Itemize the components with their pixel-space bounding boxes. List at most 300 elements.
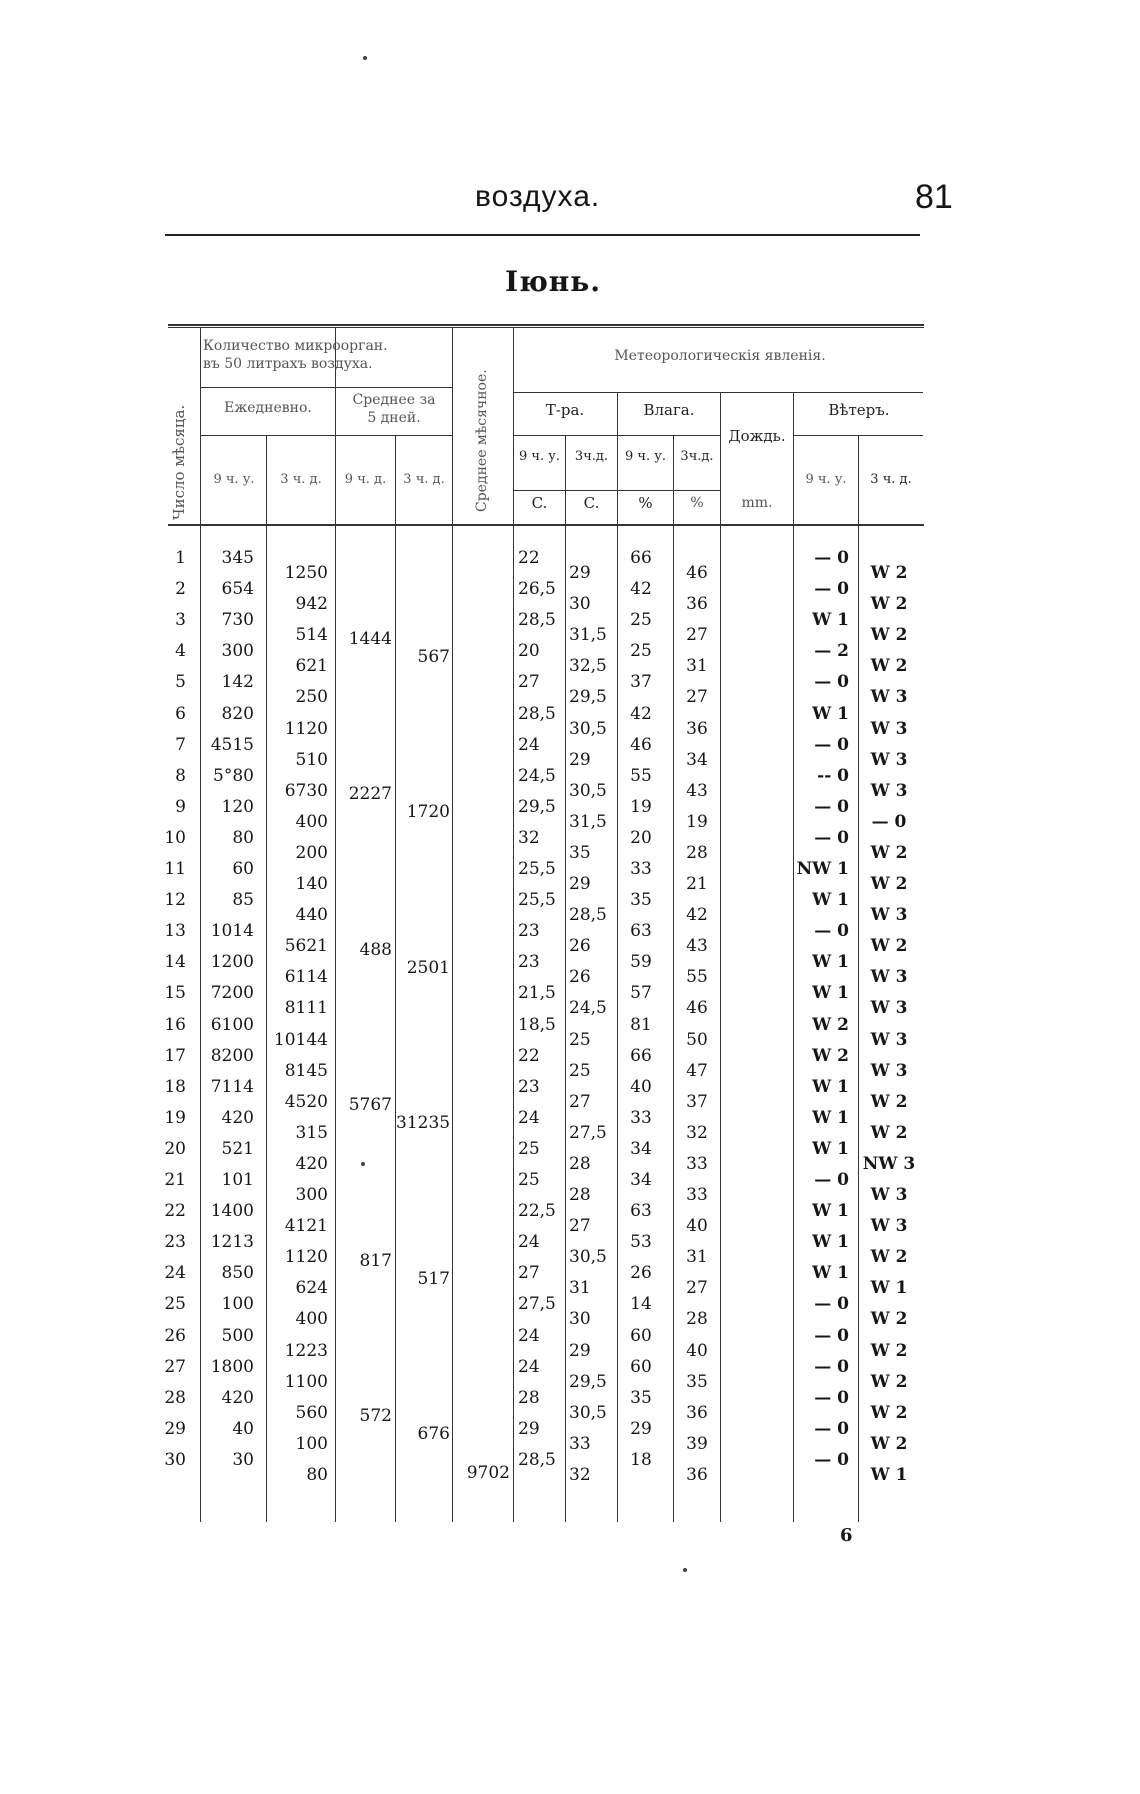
row-temp-9: 23 [518, 1076, 540, 1097]
row-micro-9: 85 [232, 890, 254, 911]
row-temp-9: 24 [518, 734, 540, 755]
row-micro-3: 140 [295, 874, 328, 894]
row-wind-9: — 0 [814, 1387, 849, 1408]
row-day: 13 [164, 921, 186, 942]
row-wind-3: W 2 [870, 1122, 908, 1143]
row-temp-9: 22,5 [518, 1201, 556, 1222]
row-hum-3: 46 [686, 563, 708, 583]
row-micro-9: 500 [221, 1325, 254, 1346]
row-hum-9: 42 [630, 579, 652, 600]
row-hum-9: 53 [630, 1232, 652, 1253]
row-day: 21 [164, 1170, 186, 1190]
row-day: 27 [164, 1356, 186, 1377]
row-wind-3: NW 3 [862, 1153, 916, 1174]
row-hum-9: 33 [630, 1107, 652, 1128]
row-wind-3: — 0 [871, 811, 907, 832]
avg5-9: 488 [359, 939, 392, 960]
row-day: 4 [175, 641, 186, 662]
row-hum-9: 60 [630, 1325, 652, 1346]
row-temp-3: 28,5 [569, 905, 607, 926]
row-hum-3: 36 [686, 1464, 708, 1485]
row-wind-3: W 3 [870, 967, 908, 988]
row-micro-3: 560 [295, 1402, 328, 1423]
row-hum-3: 19 [686, 811, 708, 832]
row-temp-3: 35 [569, 842, 591, 863]
unit-pct-3: % [690, 495, 704, 511]
row-hum-3: 47 [686, 1060, 708, 1081]
row-hum-3: 42 [686, 905, 708, 926]
header-hum-9: 9 ч. у. [624, 449, 667, 464]
row-micro-3: 6730 [284, 780, 328, 801]
avg5-3: 567 [417, 646, 450, 667]
row-hum-3: 37 [686, 1091, 708, 1112]
row-wind-3: W 3 [870, 905, 908, 926]
row-temp-9: 28 [518, 1387, 540, 1408]
row-wind-9: W 1 [812, 1232, 849, 1253]
row-hum-3: 36 [686, 594, 708, 615]
row-micro-3: 100 [295, 1433, 328, 1454]
row-wind-3: W 2 [870, 874, 908, 894]
row-hum-9: 18 [630, 1449, 652, 1470]
header-hum-3: 3ч.д. [680, 449, 714, 464]
row-hum-9: 46 [630, 734, 652, 755]
row-micro-3: 315 [295, 1122, 328, 1143]
row-temp-3: 29 [569, 749, 591, 770]
row-micro-9: 6100 [210, 1014, 254, 1035]
row-micro-9: 80 [232, 827, 254, 848]
row-temp-9: 27,5 [518, 1294, 556, 1315]
row-temp-3: 25 [569, 1029, 591, 1050]
avg5-9: 5767 [348, 1095, 392, 1116]
row-day: 14 [164, 952, 186, 973]
row-temp-3: 27 [569, 1216, 591, 1237]
row-wind-3: W 3 [870, 780, 908, 801]
row-day: 18 [164, 1076, 186, 1097]
row-hum-9: 25 [630, 610, 652, 631]
row-hum-3: 43 [686, 780, 708, 801]
row-micro-9: 820 [221, 703, 254, 724]
row-micro-9: 730 [221, 610, 254, 631]
row-micro-3: 400 [295, 1309, 328, 1330]
row-wind-3: W 2 [870, 1091, 908, 1112]
header-temp: Т-ра. [545, 401, 585, 419]
row-micro-9: 30 [232, 1449, 254, 1470]
row-wind-3: W 2 [870, 1340, 908, 1361]
header-temp-9: 9 ч. у. [518, 449, 561, 464]
stray-dot [361, 1162, 365, 1166]
row-wind-9: W 1 [812, 983, 849, 1004]
row-day: 19 [164, 1107, 186, 1128]
row-wind-9: — 0 [814, 579, 849, 600]
row-day: 28 [164, 1387, 186, 1408]
row-wind-9: — 0 [814, 1449, 849, 1470]
row-wind-3: W 2 [870, 656, 908, 677]
row-wind-3: W 2 [870, 1309, 908, 1330]
row-hum-9: 37 [630, 672, 652, 693]
row-temp-3: 31 [569, 1278, 591, 1299]
header-meteo: Метеорологическія явленія. [614, 348, 826, 364]
row-hum-3: 46 [686, 998, 708, 1019]
row-micro-9: 7114 [210, 1076, 254, 1097]
row-micro-9: 1200 [210, 952, 254, 973]
row-micro-9: 1400 [210, 1201, 254, 1222]
header-daily: Ежедневно. [224, 400, 312, 416]
row-temp-3: 29 [569, 563, 591, 583]
row-hum-9: 34 [630, 1170, 652, 1190]
row-wind-3: W 3 [870, 1029, 908, 1050]
row-wind-9: W 2 [812, 1014, 849, 1035]
row-micro-9: 654 [221, 579, 254, 600]
row-micro-9: 4515 [210, 734, 254, 755]
row-temp-9: 24,5 [518, 765, 556, 786]
row-hum-9: 29 [630, 1418, 652, 1439]
row-temp-9: 24 [518, 1107, 540, 1128]
row-micro-9: 101 [221, 1170, 254, 1190]
row-day: 23 [164, 1232, 186, 1253]
row-micro-9: 5°80 [213, 765, 254, 786]
row-hum-9: 33 [630, 859, 652, 879]
row-wind-9: W 2 [812, 1045, 849, 1066]
row-wind-3: W 2 [870, 1247, 908, 1268]
row-wind-3: W 1 [870, 1464, 908, 1485]
row-hum-3: 39 [686, 1433, 708, 1454]
row-temp-3: 27,5 [569, 1122, 607, 1143]
unit-pct-9: % [638, 494, 653, 512]
row-temp-3: 26 [569, 936, 591, 957]
header-monthly: Среднее мѣсячное. [474, 369, 490, 512]
row-wind-9: — 0 [814, 1170, 849, 1190]
row-hum-3: 40 [686, 1340, 708, 1361]
row-day: 6 [175, 703, 186, 724]
row-micro-9: 420 [221, 1107, 254, 1128]
row-hum-9: 25 [630, 641, 652, 662]
header-micro-3: 3 ч. д. [280, 472, 322, 487]
header-micro-1: Количество микроорган. [203, 338, 388, 354]
row-temp-3: 30 [569, 594, 591, 615]
row-temp-9: 20 [518, 641, 540, 662]
row-hum-3: 31 [686, 656, 708, 677]
row-hum-3: 27 [686, 687, 708, 708]
row-hum-9: 34 [630, 1138, 652, 1159]
row-wind-3: W 3 [870, 1185, 908, 1205]
header-rain: Дождь. [728, 427, 786, 445]
row-micro-9: 420 [221, 1387, 254, 1408]
row-micro-3: 1250 [284, 563, 328, 583]
row-hum-3: 55 [686, 967, 708, 988]
row-day: 12 [164, 890, 186, 911]
row-wind-3: W 1 [870, 1278, 908, 1299]
row-wind-9: — 0 [814, 1325, 849, 1346]
row-micro-3: 624 [295, 1278, 328, 1299]
row-wind-9: W 1 [812, 1263, 849, 1284]
row-temp-9: 23 [518, 952, 540, 973]
row-micro-3: 250 [295, 687, 328, 708]
row-micro-9: 142 [221, 672, 254, 693]
row-hum-3: 35 [686, 1371, 708, 1392]
row-temp-9: 21,5 [518, 983, 556, 1004]
avg5-3: 517 [417, 1268, 450, 1289]
header-day: Число мѣсяца. [170, 404, 188, 520]
row-micro-9: 850 [221, 1263, 254, 1284]
avg5-3: 676 [417, 1424, 450, 1445]
row-day: 25 [164, 1294, 186, 1315]
row-micro-9: 7200 [210, 983, 254, 1004]
avg5-9: 1444 [348, 628, 392, 649]
row-temp-9: 28,5 [518, 1449, 556, 1470]
row-temp-9: 28,5 [518, 610, 556, 631]
row-wind-9: — 2 [814, 641, 849, 662]
row-hum-9: 57 [630, 983, 652, 1004]
row-hum-9: 81 [630, 1014, 652, 1035]
row-temp-3: 24,5 [569, 998, 607, 1019]
row-hum-9: 35 [630, 1387, 652, 1408]
row-day: 5 [175, 672, 186, 693]
row-micro-9: 40 [232, 1418, 254, 1439]
row-wind-9: — 0 [814, 921, 849, 942]
row-wind-3: W 3 [870, 1060, 908, 1081]
row-micro-3: 4520 [284, 1091, 328, 1112]
row-hum-9: 63 [630, 1201, 652, 1222]
header-wind-3: 3 ч. д. [870, 472, 912, 487]
row-hum-3: 36 [686, 1402, 708, 1423]
row-day: 29 [164, 1418, 186, 1439]
row-temp-9: 25,5 [518, 890, 556, 911]
row-micro-3: 300 [295, 1185, 328, 1205]
header-avg5-1: Среднее за [352, 392, 436, 408]
row-micro-3: 4121 [284, 1216, 328, 1237]
row-hum-3: 32 [686, 1122, 708, 1143]
row-temp-9: 18,5 [518, 1014, 556, 1035]
row-micro-9: 120 [221, 796, 254, 817]
row-micro-9: 1014 [210, 921, 254, 942]
row-temp-9: 25,5 [518, 859, 556, 879]
row-day: 7 [175, 734, 186, 755]
header-wind-9: 9 ч. у. [805, 472, 847, 487]
row-temp-3: 25 [569, 1060, 591, 1081]
row-day: 15 [164, 983, 186, 1004]
row-wind-9: — 0 [814, 827, 849, 848]
row-micro-3: 10144 [273, 1029, 328, 1050]
row-temp-9: 29,5 [518, 796, 556, 817]
row-micro-3: 440 [295, 905, 328, 926]
row-hum-3: 28 [686, 1309, 708, 1330]
row-day: 10 [164, 827, 186, 848]
row-wind-9: — 0 [814, 1418, 849, 1439]
row-day: 16 [164, 1014, 186, 1035]
row-hum-3: 27 [686, 625, 708, 646]
row-micro-3: 420 [295, 1153, 328, 1174]
signature-number: 6 [840, 1525, 853, 1546]
row-temp-3: 30 [569, 1309, 591, 1330]
row-wind-9: — 0 [814, 734, 849, 755]
header-rule [165, 234, 920, 236]
row-hum-9: 40 [630, 1076, 652, 1097]
row-hum-9: 66 [630, 548, 652, 568]
row-micro-3: 400 [295, 811, 328, 832]
row-temp-9: 29 [518, 1418, 540, 1439]
row-wind-3: W 3 [870, 718, 908, 739]
row-temp-9: 28,5 [518, 703, 556, 724]
row-hum-9: 59 [630, 952, 652, 973]
row-wind-3: W 2 [870, 1371, 908, 1392]
row-micro-3: 8111 [284, 998, 328, 1019]
row-wind-9: -- 0 [817, 765, 849, 786]
row-micro-3: 621 [295, 656, 328, 677]
row-temp-9: 25 [518, 1138, 540, 1159]
row-wind-9: NW 1 [796, 859, 849, 879]
row-wind-3: W 2 [870, 936, 908, 957]
row-day: 26 [164, 1325, 186, 1346]
row-wind-9: — 0 [814, 548, 849, 568]
row-hum-3: 28 [686, 842, 708, 863]
row-micro-9: 8200 [210, 1045, 254, 1066]
row-temp-3: 32,5 [569, 656, 607, 677]
row-hum-3: 33 [686, 1153, 708, 1174]
row-wind-9: W 1 [812, 952, 849, 973]
header-temp-3: 3ч.д. [574, 449, 609, 464]
row-hum-9: 63 [630, 921, 652, 942]
row-wind-3: W 2 [870, 625, 908, 646]
month-title: Іюнь. [505, 265, 602, 298]
monthly-average: 9702 [466, 1463, 510, 1483]
row-temp-9: 24 [518, 1356, 540, 1377]
row-hum-3: 21 [686, 874, 708, 894]
row-micro-9: 1800 [210, 1356, 254, 1377]
page-number: 81 [915, 178, 953, 216]
row-temp-3: 31,5 [569, 811, 607, 832]
row-temp-9: 24 [518, 1232, 540, 1253]
row-wind-3: W 3 [870, 1216, 908, 1237]
row-temp-3: 33 [569, 1433, 591, 1454]
row-hum-9: 26 [630, 1263, 652, 1284]
row-day: 22 [164, 1201, 186, 1222]
row-micro-9: 1213 [210, 1232, 254, 1253]
row-wind-9: W 1 [812, 1107, 849, 1128]
row-wind-9: W 1 [812, 703, 849, 724]
row-temp-9: 32 [518, 827, 540, 848]
row-wind-3: W 3 [870, 687, 908, 708]
stray-dot [683, 1568, 687, 1572]
row-wind-3: W 2 [870, 842, 908, 863]
avg5-9: 2227 [348, 784, 392, 805]
row-temp-3: 28 [569, 1153, 591, 1174]
row-day: 3 [175, 610, 186, 631]
row-temp-3: 29 [569, 874, 591, 894]
row-temp-3: 31,5 [569, 625, 607, 646]
row-wind-9: W 1 [812, 610, 849, 631]
row-temp-9: 26,5 [518, 579, 556, 600]
row-day: 30 [164, 1449, 186, 1470]
row-temp-3: 30,5 [569, 1402, 607, 1423]
avg5-9: 572 [359, 1406, 392, 1427]
header-avg-3: 3 ч. д. [403, 472, 445, 487]
row-hum-3: 40 [686, 1216, 708, 1237]
row-temp-3: 30,5 [569, 718, 607, 739]
unit-c-9: C. [531, 494, 548, 512]
row-temp-3: 32 [569, 1464, 591, 1485]
row-micro-3: 1120 [284, 718, 328, 739]
running-head: воздуха. [475, 180, 601, 213]
row-temp-9: 22 [518, 1045, 540, 1066]
row-hum-9: 66 [630, 1045, 652, 1066]
avg5-9: 817 [359, 1250, 392, 1271]
avg5-3: 2501 [406, 957, 450, 978]
row-micro-9: 60 [232, 859, 254, 879]
row-micro-3: 6114 [284, 967, 328, 988]
header-micro-9: 9 ч. у. [213, 472, 255, 487]
row-wind-3: W 2 [870, 1402, 908, 1423]
stray-dot [363, 56, 367, 60]
row-day: 20 [164, 1138, 186, 1159]
row-hum-3: 27 [686, 1278, 708, 1299]
row-micro-9: 521 [221, 1138, 254, 1159]
row-micro-3: 514 [295, 625, 328, 646]
row-day: 2 [175, 579, 186, 600]
row-hum-3: 34 [686, 749, 708, 770]
row-day: 9 [175, 796, 186, 817]
row-day: 1 [175, 548, 186, 568]
row-wind-9: — 0 [814, 1294, 849, 1315]
row-wind-9: — 0 [814, 796, 849, 817]
header-wind: Вѣтеръ. [828, 401, 890, 419]
row-hum-3: 43 [686, 936, 708, 957]
row-temp-9: 25 [518, 1170, 540, 1190]
row-micro-3: 5621 [284, 936, 328, 957]
header-micro-2: въ 50 литрахъ воздуха. [203, 356, 373, 372]
row-temp-9: 22 [518, 548, 540, 568]
row-day: 11 [164, 859, 186, 879]
row-temp-9: 27 [518, 672, 540, 693]
row-temp-9: 27 [518, 1263, 540, 1284]
row-temp-3: 29,5 [569, 1371, 607, 1392]
row-micro-3: 1223 [284, 1340, 328, 1361]
row-hum-9: 42 [630, 703, 652, 724]
row-temp-3: 27 [569, 1091, 591, 1112]
row-hum-9: 14 [630, 1294, 652, 1315]
row-temp-3: 26 [569, 967, 591, 988]
row-hum-9: 20 [630, 827, 652, 848]
row-wind-3: W 2 [870, 1433, 908, 1454]
row-hum-3: 36 [686, 718, 708, 739]
row-micro-9: 300 [221, 641, 254, 662]
row-temp-9: 23 [518, 921, 540, 942]
row-wind-9: W 1 [812, 890, 849, 911]
row-temp-3: 29,5 [569, 687, 607, 708]
row-micro-3: 1120 [284, 1247, 328, 1268]
row-temp-3: 29 [569, 1340, 591, 1361]
row-micro-3: 80 [306, 1464, 328, 1485]
row-hum-9: 19 [630, 796, 652, 817]
row-wind-9: — 0 [814, 1356, 849, 1377]
row-hum-3: 33 [686, 1185, 708, 1205]
header-avg5-2: 5 дней. [367, 410, 421, 426]
row-wind-9: W 1 [812, 1201, 849, 1222]
row-wind-3: W 3 [870, 749, 908, 770]
row-hum-3: 31 [686, 1247, 708, 1268]
avg5-3: 1720 [406, 802, 450, 823]
row-hum-9: 55 [630, 765, 652, 786]
header-humidity: Влага. [643, 401, 695, 419]
row-hum-9: 60 [630, 1356, 652, 1377]
row-temp-3: 30,5 [569, 780, 607, 801]
row-micro-9: 100 [221, 1294, 254, 1315]
row-wind-9: W 1 [812, 1076, 849, 1097]
row-day: 8 [175, 765, 186, 786]
row-hum-9: 35 [630, 890, 652, 911]
row-wind-3: W 2 [870, 563, 908, 583]
row-micro-3: 942 [295, 594, 328, 615]
row-micro-3: 8145 [284, 1060, 328, 1081]
